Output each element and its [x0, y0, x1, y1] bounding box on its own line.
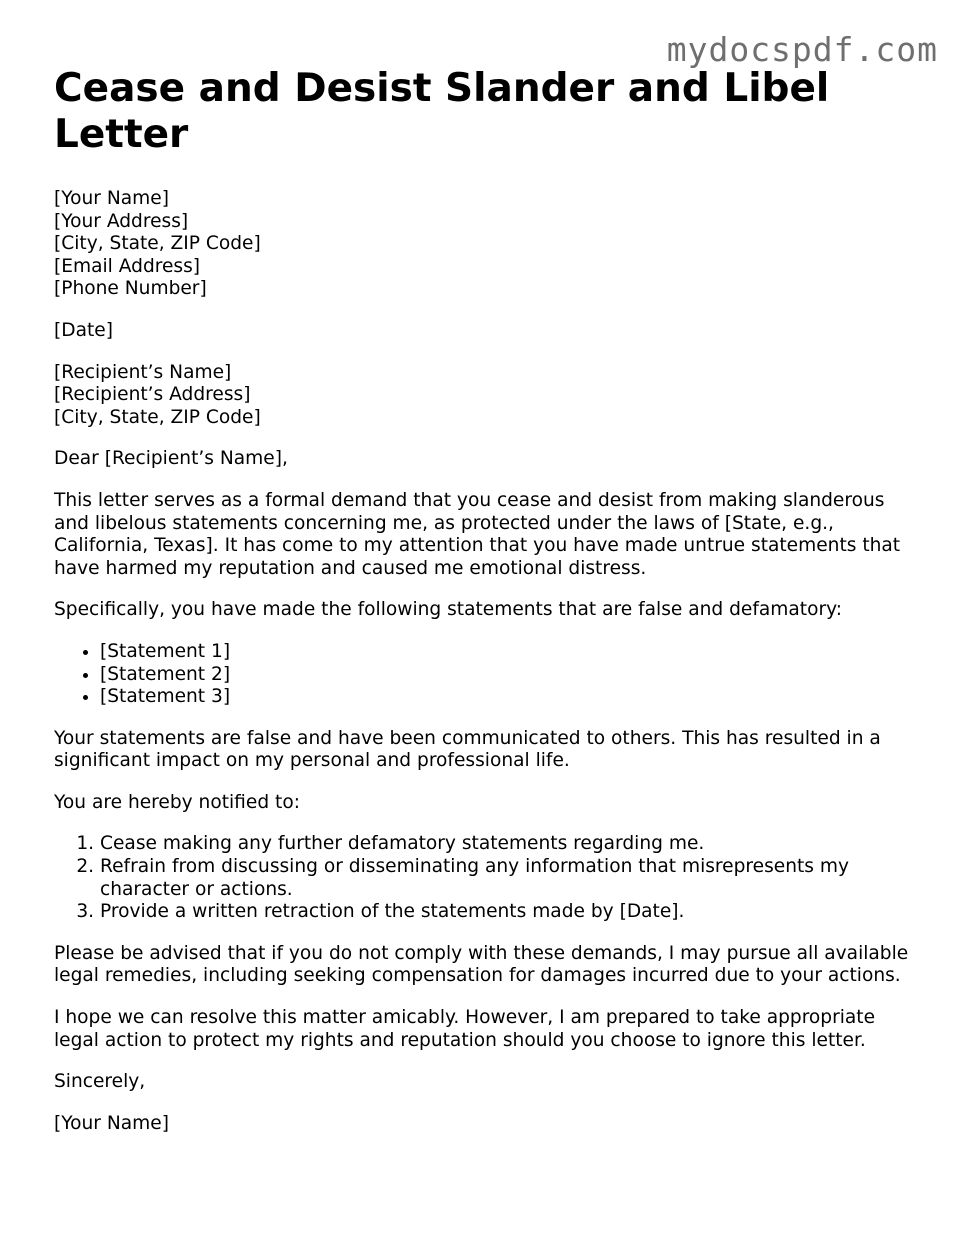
signature-name: [Your Name] [54, 1112, 169, 1134]
impact-paragraph: Your statements are false and have been communicated to others. This has resulted in a significant impact on my personal and professional life. [54, 727, 881, 772]
resolve-paragraph: I hope we can resolve this matter amicably. However, I am prepared to take appropriate legal action to protect my rights and reputation should you choose to ignore this letter. [54, 1007, 876, 1051]
specifically-paragraph: Specifically, you have made the following statements that are false and defamatory: [54, 599, 843, 621]
list-item: • [Statement 3] [100, 686, 924, 709]
statements-list [54, 641, 924, 709]
list-item: 3. Provide a written retraction of the statements made by [Date]. [100, 901, 924, 924]
advised-paragraph: Please be advised that if you do not comply with these demands, I may pursue all available legal remedies, including seeking compensation for damages incurred due to your actions. [54, 942, 909, 987]
list-item: • [Statement 2] [100, 664, 924, 687]
date-block [54, 320, 924, 343]
recipient-address: [Recipient’s Address] [54, 384, 251, 406]
sender-block [54, 188, 924, 301]
recipient-block [54, 362, 924, 430]
intro-paragraph: This letter serves as a formal demand that you cease and desist from making slanderous and libelous statements concerning me, as protected under the laws of [State, e.g., California, Texas]. It has come to my attention that you have made untrue statements that have harmed my reputation and caused me emotional distress. [54, 489, 901, 579]
salutation: Dear [Recipient’s Name], [54, 448, 288, 470]
demands-list [54, 833, 924, 923]
notified-paragraph: You are hereby notified to: [54, 791, 300, 813]
list-item: 1. Cease making any further defamatory statements regarding me. [100, 833, 924, 856]
recipient-city-state-zip: [City, State, ZIP Code] [54, 406, 261, 428]
recipient-name: [Recipient’s Name] [54, 361, 232, 383]
page-title: Cease and Desist Slander and Libel Letter [54, 66, 830, 157]
sender-name: [Your Name] [54, 188, 169, 209]
sender-city-state-zip: [City, State, ZIP Code] [54, 233, 261, 255]
letter-document [54, 66, 924, 1154]
letter-date: [Date] [54, 319, 113, 341]
list-item: 2. Refrain from discussing or disseminating any information that misrepresents my character or actions. [100, 856, 924, 901]
list-item: • [Statement 1] [100, 641, 924, 664]
sender-email: [Email Address] [54, 255, 201, 277]
sender-address: [Your Address] [54, 210, 189, 232]
watermark: mydocspdf.com [666, 30, 938, 69]
sender-phone: [Phone Number] [54, 278, 207, 300]
closing: Sincerely, [54, 1071, 146, 1093]
